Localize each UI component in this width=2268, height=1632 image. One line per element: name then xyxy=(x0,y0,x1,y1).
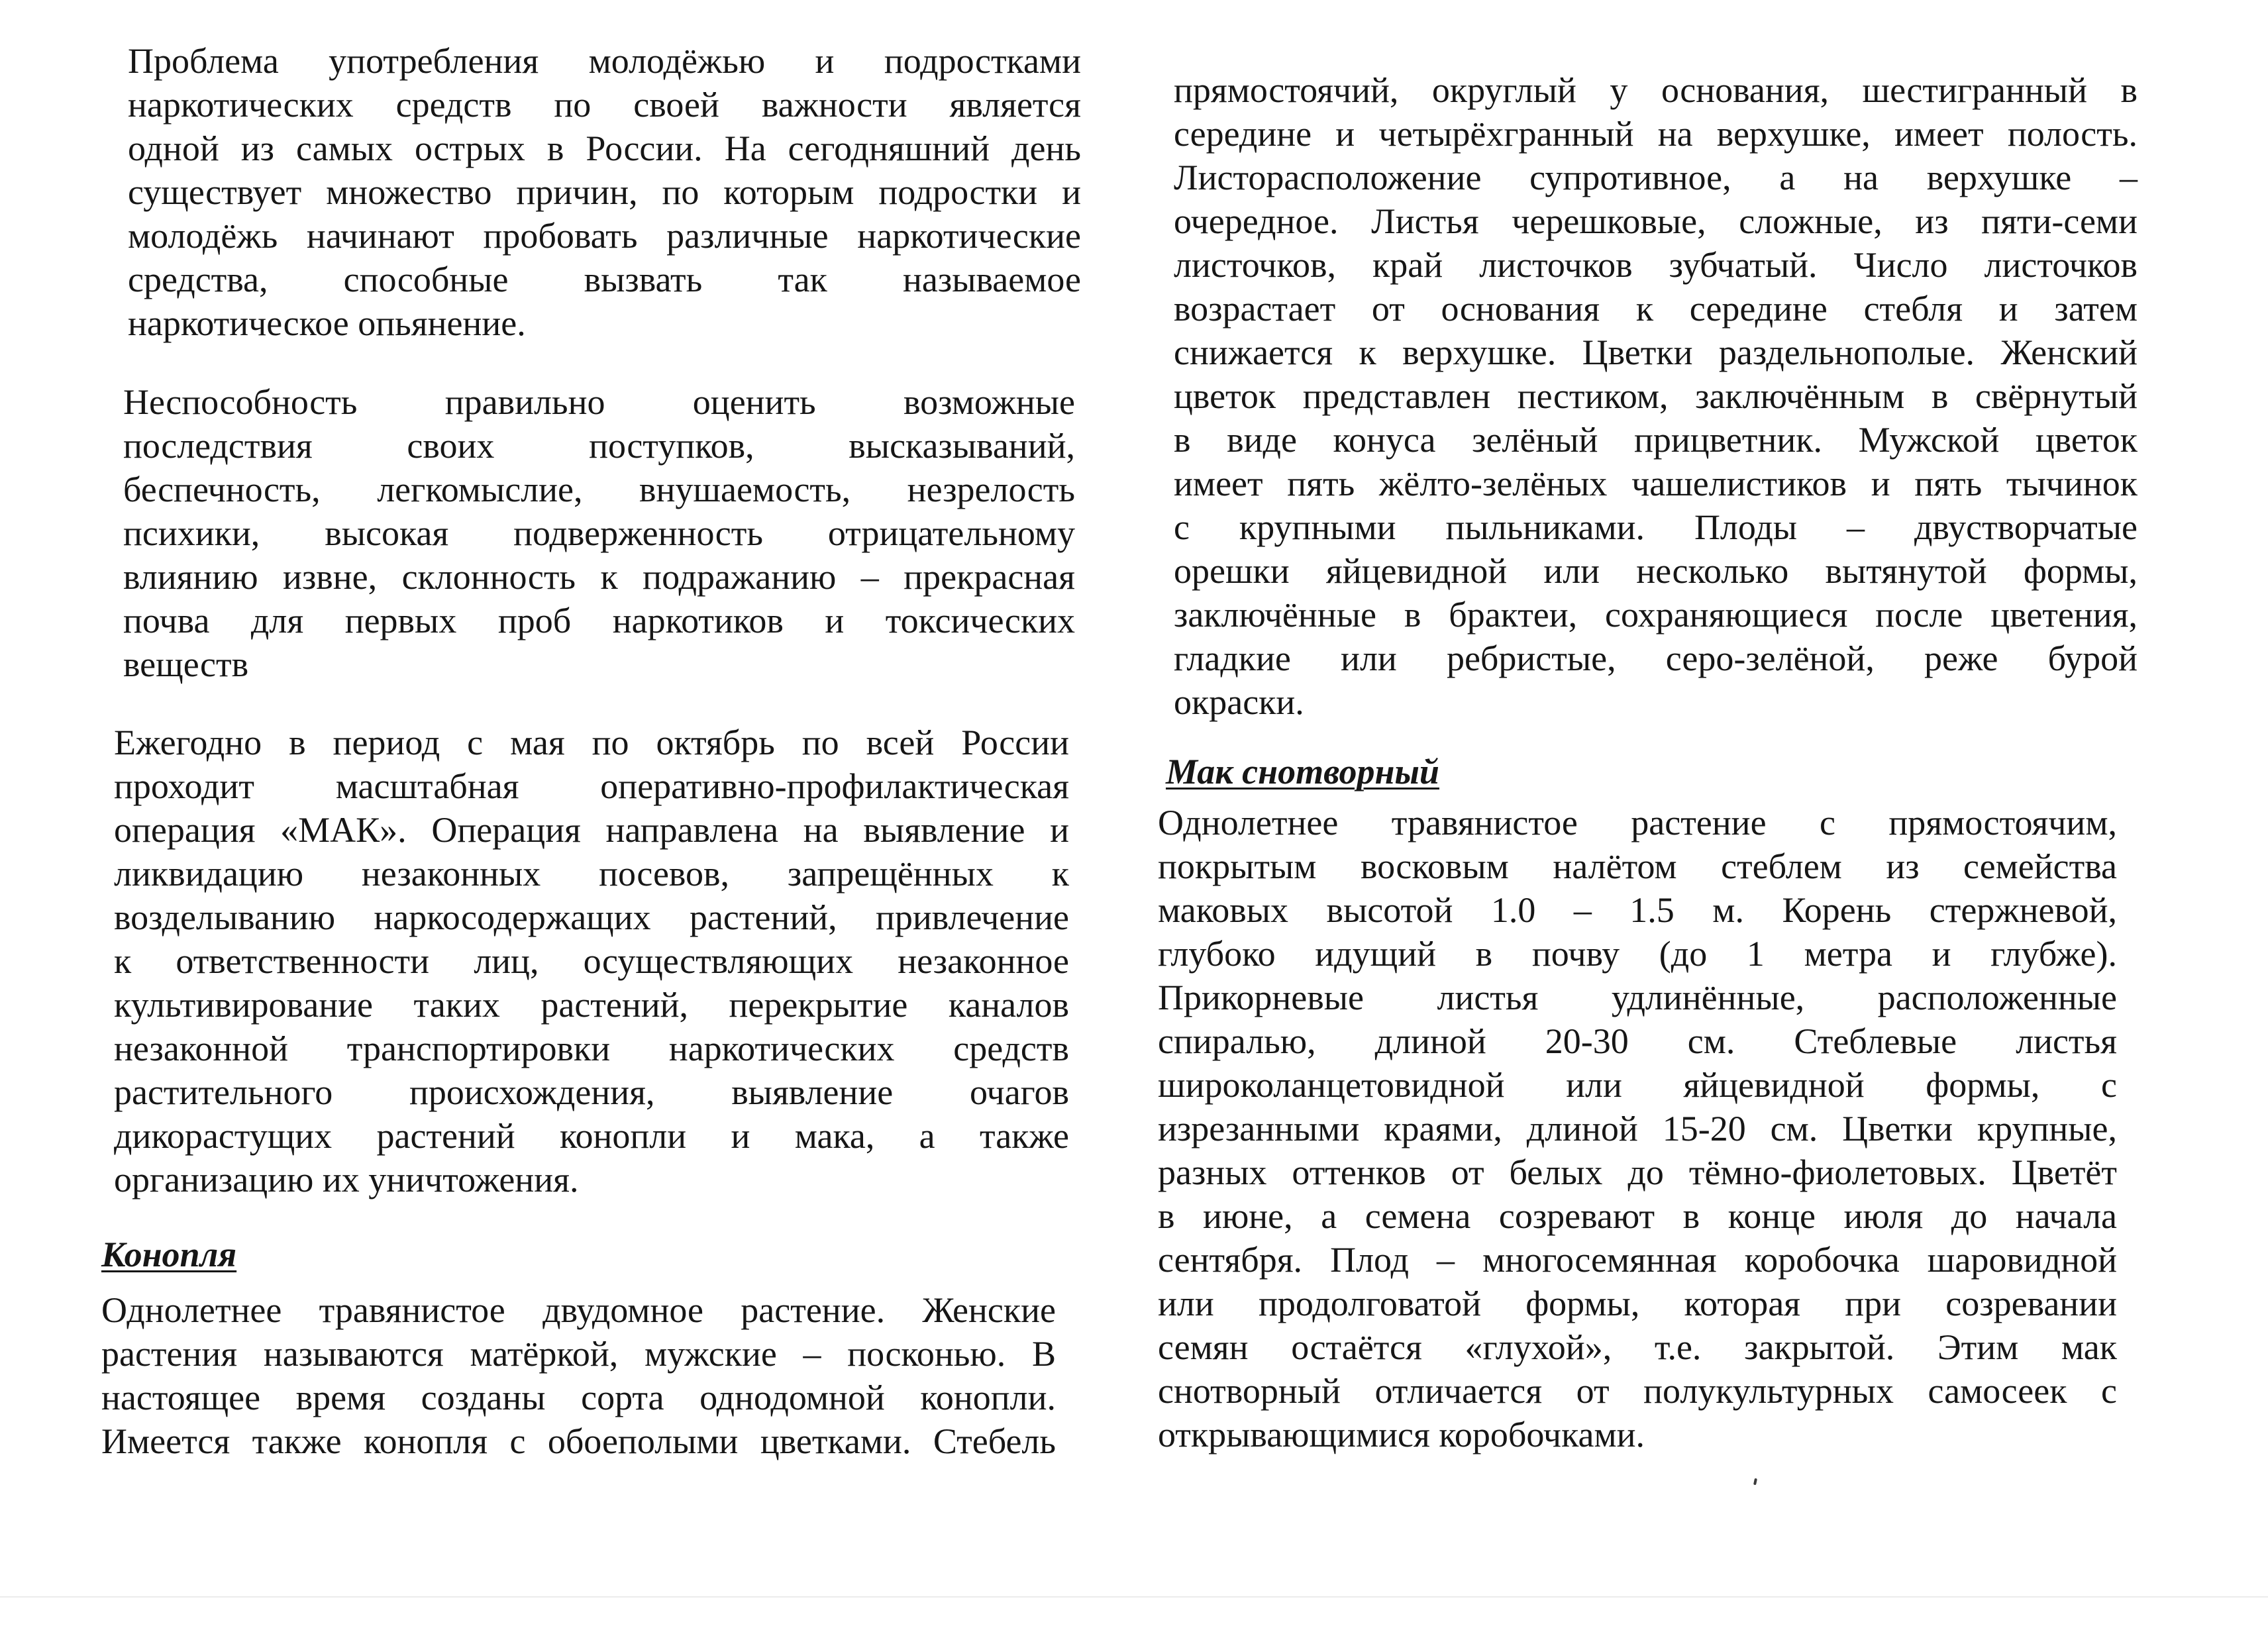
text-line: открывающимися коробочками. xyxy=(1158,1415,1645,1454)
text-line: середине и четырёхгранный на верхушке, имеет полость. xyxy=(1174,114,2138,154)
text-line: спиралью, длиной 20-30 см. Стеблевые листья xyxy=(1158,1021,2117,1061)
text-line: беспечность, легкомыслие, внушаемость, незрелость xyxy=(123,470,1075,509)
text-line: маковых высотой 1.0 – 1.5 м. Корень стержневой, xyxy=(1158,890,2117,930)
paragraph-cannabis-continued xyxy=(1174,68,2138,724)
text-line: сентября. Плод – многосемянная коробочка шаровидной xyxy=(1158,1240,2117,1280)
text-line: в июне, а семена созревают в конце июля до начала xyxy=(1158,1196,2117,1236)
text-line: широколанцетовидной или яйцевидной формы, с xyxy=(1158,1065,2117,1105)
text-line: культивирование таких растений, перекрытие каналов xyxy=(114,985,1069,1025)
text-line: глубоко идущий в почву (до 1 метра и глубже). xyxy=(1158,934,2117,974)
text-line: прямостоячий, округлый у основания, шестигранный в xyxy=(1174,70,2138,110)
text-line: растительного происхождения, выявление очагов xyxy=(114,1072,1069,1112)
text-line: в виде конуса зелёный прицветник. Мужской цветок xyxy=(1174,420,2138,460)
text-line: веществ xyxy=(123,644,249,684)
text-line: снижается к верхушке. Цветки раздельнополые. Женский xyxy=(1174,332,2138,372)
text-line: Ежегодно в период с мая по октябрь по всей России xyxy=(114,723,1069,762)
text-line: очередное. Листья черешковые, сложные, из пяти-семи xyxy=(1174,201,2138,241)
text-line: или продолговатой формы, которая при созревании xyxy=(1158,1284,2117,1323)
text-line: существует множество причин, по которым подростки и xyxy=(128,172,1081,212)
text-line: Прикорневые листья удлинённые, расположенные xyxy=(1158,978,2117,1017)
text-line: Имеется также конопля с обоеполыми цветками. Стебель xyxy=(101,1421,1056,1461)
text-line: наркотическое опьянение. xyxy=(128,303,526,343)
text-line: дикорастущих растений конопли и мака, а также xyxy=(114,1116,1069,1156)
text-line: проходит масштабная оперативно-профилактическая xyxy=(114,766,1069,806)
text-line: листочков, край листочков зубчатый. Число листочков xyxy=(1174,245,2138,285)
text-line: Листорасположение супротивное, а на верхушке – xyxy=(1174,158,2138,197)
section-heading-opium-poppy: Мак снотворный xyxy=(1166,752,1439,791)
text-line: заключённые в брактеи, сохраняющиеся после цветения, xyxy=(1174,595,2138,635)
text-line: Неспособность правильно оценить возможные xyxy=(123,382,1075,422)
text-line: Однолетнее травянистое растение с прямостоячим, xyxy=(1158,803,2117,842)
text-line: молодёжь начинают пробовать различные наркотические xyxy=(128,216,1081,256)
text-line: к ответственности лиц, осуществляющих незаконное xyxy=(114,941,1069,981)
text-line: растения называются матёркой, мужские – посконью. В xyxy=(101,1334,1056,1374)
paragraph-opium-poppy-description xyxy=(1158,801,2117,1456)
text-line: снотворный отличается от полукультурных самосеек с xyxy=(1158,1371,2117,1411)
text-line: изрезанными краями, длиной 15-20 см. Цветки крупные, xyxy=(1158,1109,2117,1148)
text-line: с крупными пыльниками. Плоды – двустворчатые xyxy=(1174,507,2138,547)
text-line: возделыванию наркосодержащих растений, привлечение xyxy=(114,897,1069,937)
text-line: ликвидацию незаконных посевов, запрещённых к xyxy=(114,854,1069,893)
text-line: семян остаётся «глухой», т.е. закрытой. Этим мак xyxy=(1158,1327,2117,1367)
text-line: операция «МАК». Операция направлена на выявление и xyxy=(114,810,1069,850)
text-line: орешки яйцевидной или несколько вытянутой формы, xyxy=(1174,551,2138,591)
text-line: средства, способные вызвать так называемое xyxy=(128,260,1081,299)
text-line: окраски. xyxy=(1174,682,1304,722)
text-line: Проблема употребления молодёжью и подростками xyxy=(128,41,1081,81)
text-line: незаконной транспортировки наркотических средств xyxy=(114,1029,1069,1068)
text-line: одной из самых острых в России. На сегодняшний день xyxy=(128,128,1081,168)
text-line: имеет пять жёлто-зелёных чашелистиков и пять тычинок xyxy=(1174,464,2138,503)
text-line: почва для первых проб наркотиков и токсических xyxy=(123,601,1075,640)
text-line: наркотических средств по своей важности является xyxy=(128,85,1081,125)
text-line: настоящее время созданы сорта однодомной конопли. xyxy=(101,1378,1056,1417)
text-line: организацию их уничтожения. xyxy=(114,1160,579,1199)
text-line: возрастает от основания к середине стебля и затем xyxy=(1174,289,2138,329)
text-line: влиянию извне, склонность к подражанию – прекрасная xyxy=(123,557,1075,597)
text-line: последствия своих поступков, высказываний, xyxy=(123,426,1075,466)
text-line: разных оттенков от белых до тёмно-фиолетовых. Цветёт xyxy=(1158,1152,2117,1192)
text-line: цветок представлен пестиком, заключённым в свёрнутый xyxy=(1174,376,2138,416)
text-line: психики, высокая подверженность отрицательному xyxy=(123,513,1075,553)
section-heading-cannabis: Конопля xyxy=(101,1235,237,1274)
text-line: покрытым восковым налётом стеблем из семейства xyxy=(1158,846,2117,886)
scan-edge-line xyxy=(0,1596,2268,1598)
text-line: гладкие или ребристые, серо-зелёной, реже бурой xyxy=(1174,638,2138,678)
text-line: Однолетнее травянистое двудомное растение. Женские xyxy=(101,1290,1056,1330)
